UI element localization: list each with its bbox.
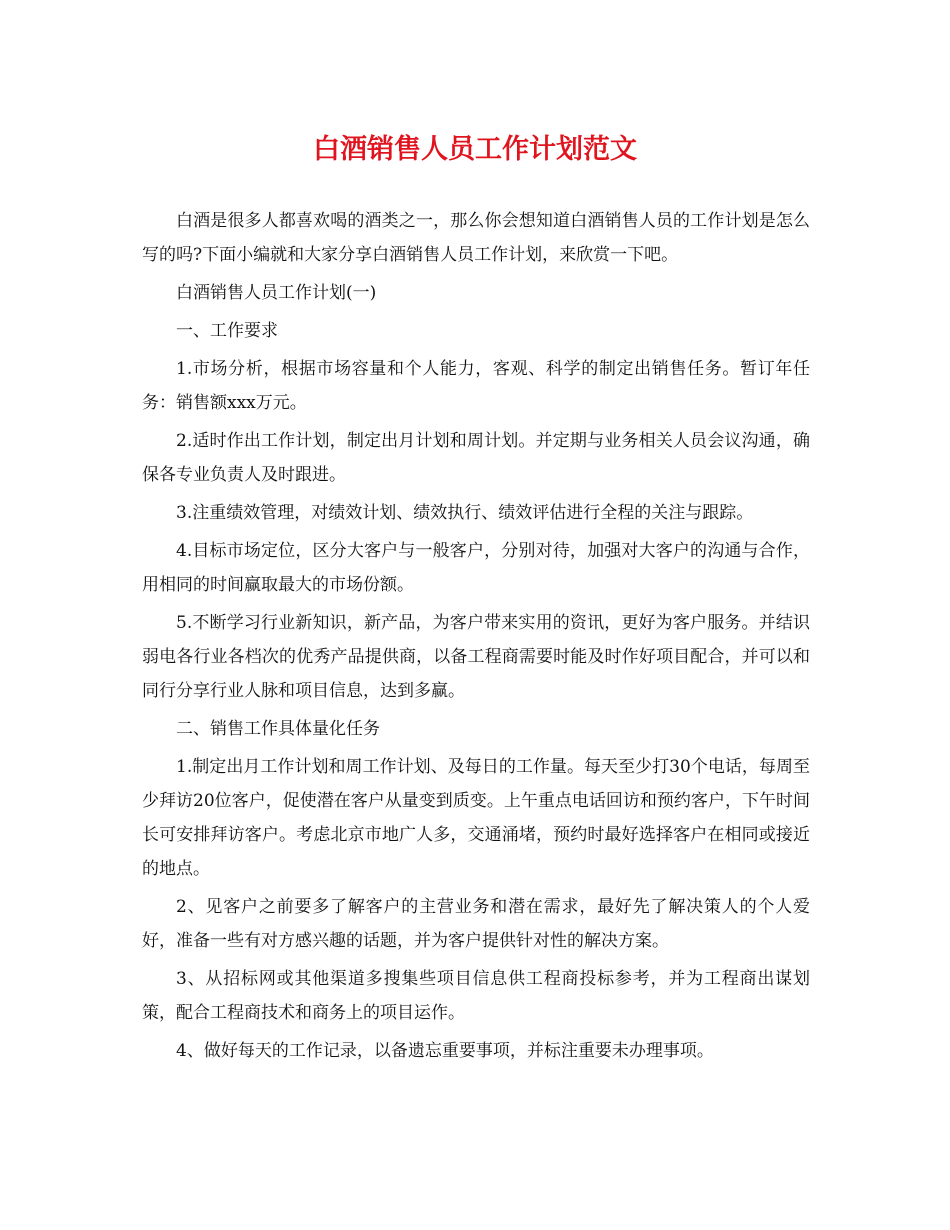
paragraph-task-4: 4、做好每天的工作记录，以备遗忘重要事项，并标注重要未办理事项。 [176, 1041, 714, 1061]
paragraph-task-3: 3、从招标网或其他渠道多搜集些项目信息供工程商投标参考，并为工程商出谋划策，配合工程商技术和商务上的项目运作。 [142, 969, 810, 1023]
paragraph-intro: 白酒是很多人都喜欢喝的酒类之一，那么你会想知道白酒销售人员的工作计划是怎么写的吗?下面小编就和大家分享白酒销售人员工作计划，来欣赏一下吧。 [142, 211, 810, 265]
document-title: 白酒销售人员工作计划范文 [313, 134, 637, 165]
paragraph-task-2: 2、见客户之前要多了解客户的主营业务和潜在需求，最好先了解决策人的个人爱好，准备一些有对方感兴趣的话题，并为客户提供针对性的解决方案。 [142, 897, 810, 951]
paragraph-task-1: 1.制定出月工作计划和周工作计划、及每日的工作量。每天至少打30个电话，每周至少拜访20位客户，促使潜在客户从量变到质变。上午重点电话回访和预约客户，下午时间长可安排拜访客户。考虑北京市地广人多，交通涌堵，预约时最好选择客户在相同或接近的地点。 [142, 757, 810, 879]
paragraph-requirement-4: 4.目标市场定位，区分大客户与一般客户，分别对待，加强对大客户的沟通与合作，用相同的时间赢取最大的市场份额。 [142, 541, 810, 595]
paragraph-requirement-5: 5.不断学习行业新知识，新产品，为客户带来实用的资讯，更好为客户服务。并结识弱电各行业各档次的优秀产品提供商，以备工程商需要时能及时作好项目配合，并可以和同行分享行业人脉和项目信息，达到多赢。 [142, 613, 810, 701]
paragraph-requirement-1: 1.市场分析，根据市场容量和个人能力，客观、科学的制定出销售任务。暂订年任务：销售额xxx万元。 [142, 359, 810, 413]
paragraph-requirement-3: 3.注重绩效管理，对绩效计划、绩效执行、绩效评估进行全程的关注与跟踪。 [176, 503, 754, 523]
section-heading-quantified-tasks: 二、销售工作具体量化任务 [176, 719, 380, 739]
section-heading-work-requirements: 一、工作要求 [176, 321, 278, 341]
paragraph-requirement-2: 2.适时作出工作计划，制定出月计划和周计划。并定期与业务相关人员会议沟通，确保各专业负责人及时跟进。 [142, 431, 810, 485]
document-body [142, 204, 810, 1072]
section-heading-plan-one: 白酒销售人员工作计划(一) [176, 283, 377, 303]
